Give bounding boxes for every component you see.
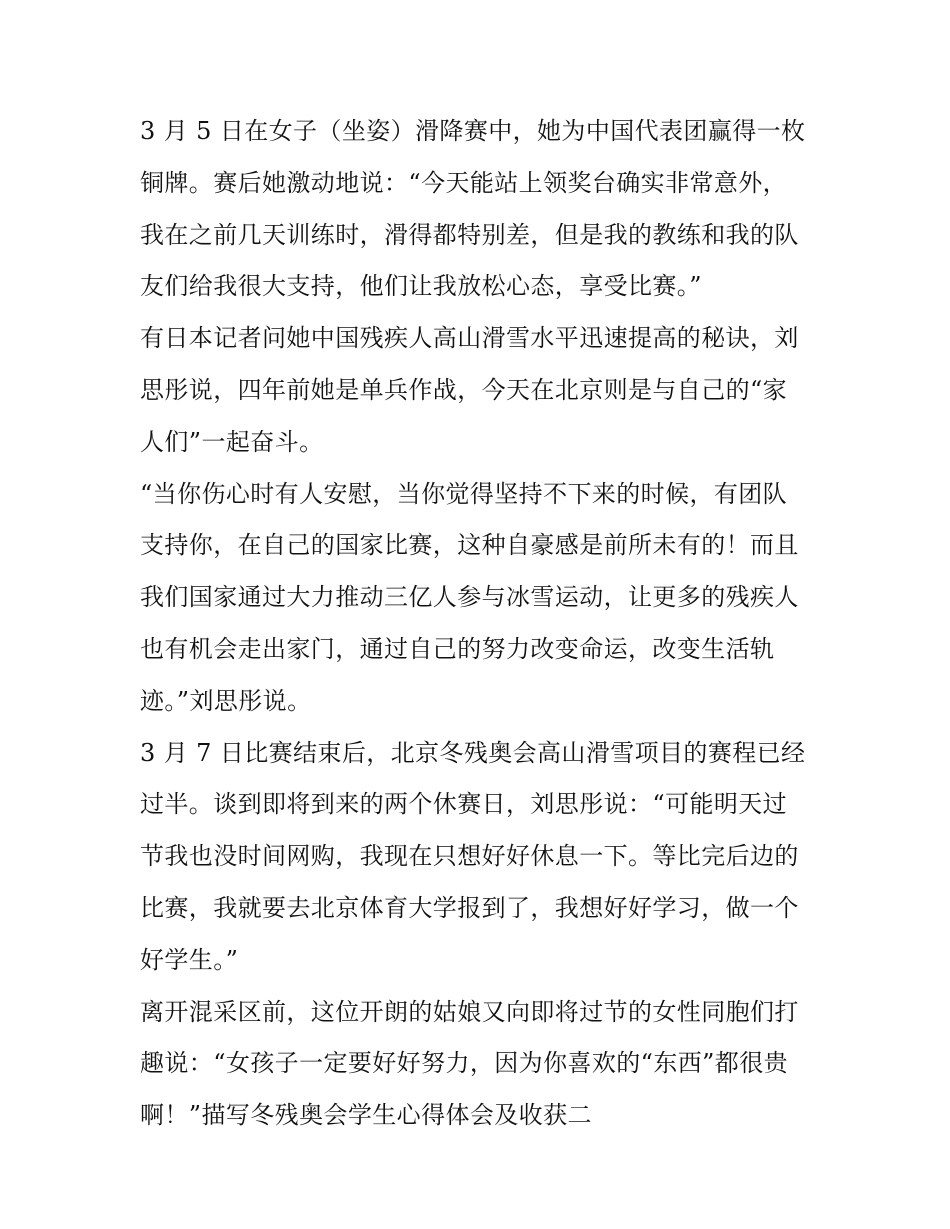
text-line: 思彤说，四年前她是单兵作战，今天在北京则是与自己的“家 xyxy=(140,375,788,404)
text-line: 趣说：“女孩子一定要好好努力，因为你喜欢的“东西”都很贵 xyxy=(140,1049,789,1078)
text-line: “当你伤心时有人安慰，当你觉得坚持不下来的时候，有团队 xyxy=(140,479,788,508)
text-line: 离开混采区前，这位开朗的姑娘又向即将过节的女性同胞们打 xyxy=(140,997,799,1026)
text-line: 友们给我很大支持，他们让我放松心态，享受比赛。” xyxy=(140,272,702,301)
text-line: 也有机会走出家门，通过自己的努力改变命运，改变生活轨 xyxy=(140,634,775,663)
text-line: 我在之前几天训练时，滑得都特别差，但是我的教练和我的队 xyxy=(140,220,799,249)
text-line: 过半。谈到即将到来的两个休赛日，刘思彤说：“可能明天过 xyxy=(140,790,788,819)
text-line: 3 月 7 日比赛结束后，北京冬残奥会高山滑雪项目的赛程已经 xyxy=(140,738,806,767)
text-line: 比赛，我就要去北京体育大学报到了，我想好好学习，做一个 xyxy=(140,893,799,922)
text-line: 啊！”描写冬残奥会学生心得体会及收获二 xyxy=(140,1101,592,1130)
article-body xyxy=(140,106,820,1142)
text-line: 铜牌。赛后她激动地说：“今天能站上领奖台确实非常意外， xyxy=(140,168,788,197)
text-line: 人们”一起奋斗。 xyxy=(140,427,324,456)
text-line: 支持你，在自己的国家比赛，这种自豪感是前所未有的！而且 xyxy=(140,531,799,560)
text-line: 有日本记者问她中国残疾人高山滑雪水平迅速提高的秘诀，刘 xyxy=(140,324,799,353)
text-line: 好学生。” xyxy=(140,945,239,974)
text-line: 我们国家通过大力推动三亿人参与冰雪运动，让更多的残疾人 xyxy=(140,583,799,612)
text-line: 3 月 5 日在女子（坐姿）滑降赛中，她为中国代表团赢得一枚 xyxy=(140,117,806,145)
text-line: 节我也没时间网购，我现在只想好好休息一下。等比完后边的 xyxy=(140,842,799,871)
text-line: 迹。”刘思彤说。 xyxy=(140,686,312,715)
